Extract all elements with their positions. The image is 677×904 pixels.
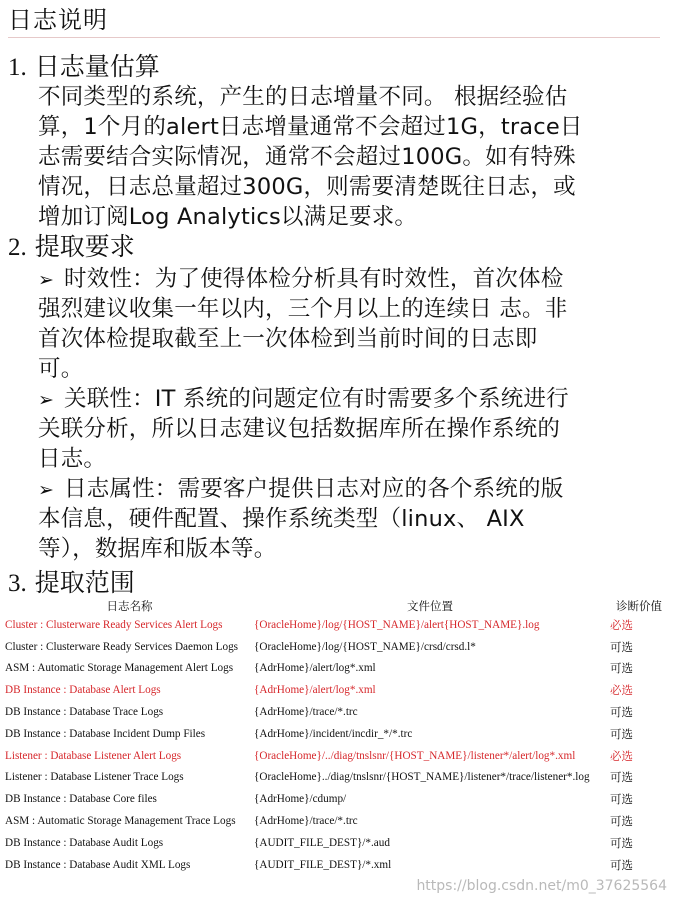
text-line: 日志。 (38, 446, 107, 472)
log-name-cell: Listener : Database Listener Trace Logs (5, 771, 184, 784)
section-title: 提取要求 (34, 232, 135, 261)
section-3-heading (8, 568, 135, 599)
table-header-row (5, 598, 672, 614)
text-line: 不同类型的系统，产生的日志增量不同。 根据经验估 (38, 84, 568, 110)
log-name-cell: DB Instance : Database Incident Dump Files (5, 727, 206, 740)
diagnostic-value-cell: 可选 (610, 770, 633, 785)
file-path-cell: {OracleHome}../diag/tnslsnr/{HOST_NAME}/listener*/trace/listener*.log (254, 771, 590, 784)
text-line: 强烈建议收集一年以内，三个月以上的连续日 志。非 (38, 296, 568, 322)
diagnostic-value-cell: 可选 (610, 726, 633, 741)
table-row (5, 679, 672, 701)
diagnostic-value-cell: 可选 (610, 639, 633, 654)
bullet-line (38, 474, 658, 504)
section-1-heading (8, 52, 160, 83)
file-path-cell: {AUDIT_FILE_DEST}/*.aud (254, 836, 390, 849)
text-line: 算，1个月的alert日志增量通常不会超过1G，trace日 (38, 114, 583, 140)
log-name-cell: DB Instance : Database Audit XML Logs (5, 858, 191, 871)
section-1-body (38, 82, 658, 232)
text-line: 情况，日志总量超过300G，则需要清楚既往日志，或 (38, 174, 576, 200)
text-line: 日志属性：需要客户提供日志对应的各个系统的版 (64, 476, 564, 502)
table-row (5, 614, 672, 636)
table-row (5, 701, 672, 723)
file-path-cell: {OracleHome}/log/{HOST_NAME}/alert{HOST_NAME}.log (254, 618, 540, 631)
text-line: 可。 (38, 356, 84, 382)
table-row (5, 745, 672, 767)
log-name-cell: Cluster : Clusterware Ready Services Daemon Logs (5, 640, 239, 653)
log-name-cell: DB Instance : Database Audit Logs (5, 836, 164, 849)
log-name-cell: DB Instance : Database Alert Logs (5, 684, 161, 697)
text-line: 首次体检提取截至上一次体检到当前时间的日志即 (38, 326, 538, 352)
text-line: 关联分析，所以日志建议包括数据库所在操作系统的 (38, 416, 561, 442)
table-row (5, 832, 672, 854)
diagnostic-value-cell: 可选 (610, 857, 633, 872)
text-line: 增加订阅Log Analytics以满足要求。 (38, 204, 418, 230)
table-row (5, 723, 672, 745)
file-path-cell: {OracleHome}/log/{HOST_NAME}/crsd/crsd.l* (254, 640, 476, 653)
diagnostic-value-cell: 必选 (610, 748, 633, 763)
table-row (5, 788, 672, 810)
log-name-cell: Cluster : Clusterware Ready Services Alert Logs (5, 618, 223, 631)
log-name-cell: Listener : Database Listener Alert Logs (5, 749, 182, 762)
file-path-cell: {AdrHome}/alert/log*.xml (254, 684, 376, 697)
table-row (5, 658, 672, 680)
file-path-cell: {AUDIT_FILE_DEST}/*.xml (254, 858, 392, 871)
text-line: 时效性：为了使得体检分析具有时效性，首次体检 (64, 266, 564, 292)
log-name-cell: ASM : Automatic Storage Management Trace Logs (5, 815, 236, 828)
title-divider (8, 37, 660, 38)
log-name-cell: DB Instance : Database Trace Logs (5, 706, 164, 719)
diagnostic-value-cell: 可选 (610, 814, 633, 829)
file-path-cell: {AdrHome}/trace/*.trc (254, 815, 358, 828)
text-line: 本信息，硬件配置、操作系统类型（linux、 AIX (38, 506, 525, 532)
diagnostic-value-cell: 可选 (610, 792, 633, 807)
log-name-cell: ASM : Automatic Storage Management Alert Logs (5, 662, 234, 675)
table-row (5, 854, 672, 876)
file-path-cell: {AdrHome}/cdump/ (254, 793, 347, 806)
section-title: 提取范围 (34, 568, 135, 597)
text-line: 等），数据库和版本等。 (38, 536, 277, 562)
file-path-cell: {AdrHome}/incident/incdir_*/*.trc (254, 727, 413, 740)
arrow-bullet-icon: ➢ (38, 269, 55, 291)
table-row (5, 810, 672, 832)
table-row (5, 636, 672, 658)
arrow-bullet-icon: ➢ (38, 479, 55, 501)
bullet-line (38, 384, 658, 414)
header-file-location: 文件位置 (407, 599, 453, 613)
section-number: 2. (8, 234, 27, 261)
section-2-body (38, 264, 658, 564)
log-table (5, 598, 672, 876)
bullet-line (38, 264, 658, 294)
log-name-cell: DB Instance : Database Core files (5, 793, 157, 806)
page-title: 日志说明 (8, 6, 108, 34)
table-row (5, 767, 672, 789)
section-2-heading (8, 232, 135, 263)
header-diagnostic-value: 诊断价值 (616, 599, 662, 613)
file-path-cell: {AdrHome}/alert/log*.xml (254, 662, 376, 675)
watermark: https://blog.csdn.net/m0_37625564 (416, 878, 667, 894)
diagnostic-value-cell: 可选 (610, 705, 633, 720)
diagnostic-value-cell: 可选 (610, 835, 633, 850)
section-number: 1. (8, 54, 27, 81)
section-number: 3. (8, 570, 27, 597)
section-title: 日志量估算 (34, 52, 160, 81)
arrow-bullet-icon: ➢ (38, 389, 55, 411)
diagnostic-value-cell: 必选 (610, 683, 633, 698)
header-log-name: 日志名称 (106, 599, 153, 613)
text-line: 关联性：IT 系统的问题定位有时需要多个系统进行 (64, 386, 569, 412)
text-line: 志需要结合实际情况，通常不会超过100G。如有特殊 (38, 144, 576, 170)
diagnostic-value-cell: 必选 (610, 617, 633, 632)
diagnostic-value-cell: 可选 (610, 661, 633, 676)
file-path-cell: {AdrHome}/trace/*.trc (254, 706, 358, 719)
file-path-cell: {OracleHome}/../diag/tnslsnr/{HOST_NAME}/listener*/alert/log*.xml (254, 749, 576, 762)
